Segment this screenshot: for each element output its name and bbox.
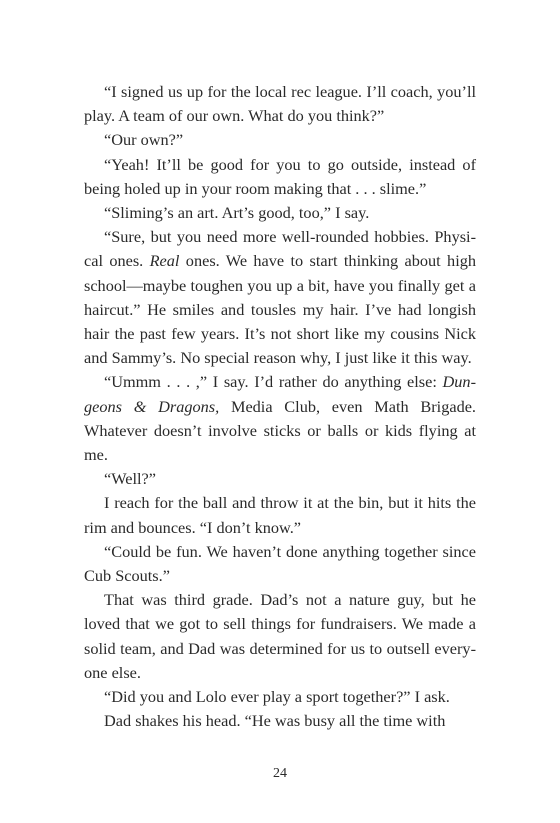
paragraph (84, 540, 476, 588)
paragraph (84, 491, 476, 539)
paragraph (84, 153, 476, 201)
text-run: “Did you and Lolo ever play a sport together?” I ask. (104, 687, 450, 707)
text-run: “Sliming’s an art. Art’s good, too,” I say. (104, 203, 370, 223)
text-run: Media Club, even Math Brigade. Whatever doesn’t involve sticks or balls or kids flying at me. (84, 396, 477, 465)
paragraph (84, 588, 476, 685)
paragraph (84, 685, 476, 709)
paragraph (84, 225, 476, 370)
paragraph (84, 80, 476, 128)
paragraph (84, 370, 476, 467)
text-run: That was third grade. Dad’s not a nature guy, but he loved that we got to sell things for fundraisers. We made a solid team, and Dad was determined for us to outsell everyone else. (84, 590, 476, 682)
text-run: “Well?” (104, 469, 157, 489)
paragraph (84, 128, 476, 152)
italic-run: Dungeons & Dragons, (84, 372, 476, 416)
paragraph (84, 467, 476, 491)
text-run: “I signed us up for the local rec league. I’ll coach, you’ll play. A team of our own. What do you think?” (84, 82, 476, 126)
text-run: “Yeah! It’ll be good for you to go outside, instead of being holed up in your room making that . . . slime.” (84, 154, 476, 198)
text-run: “Ummm . . . ,” I say. I’d rather do anything else: (104, 372, 443, 392)
italic-run: Real (149, 251, 180, 271)
text-run: Dad shakes his head. “He was busy all the time with (104, 711, 446, 731)
text-run: “Could be fun. We haven’t done anything together since Cub Scouts.” (84, 541, 476, 586)
paragraph (84, 709, 476, 733)
page-number: 24 (273, 766, 287, 781)
text-run: I reach for the ball and throw it at the bin, but it hits the rim and bounces. “I don’t know.” (84, 493, 476, 537)
book-page (84, 80, 476, 733)
text-run: ones. We have to start thinking about high school—maybe toughen you up a bit, have you finally get a haircut.” He smiles and tousles my hair. I’ve had longish hair the past few years. It’s not short like my cousins Nick and Sammy’s. No special reason why, I just like it this way. (84, 251, 477, 368)
text-run: “Sure, but you need more well-rounded hobbies. Physical ones. (84, 227, 476, 271)
text-run: “Our own?” (104, 130, 184, 150)
paragraph (84, 201, 476, 225)
